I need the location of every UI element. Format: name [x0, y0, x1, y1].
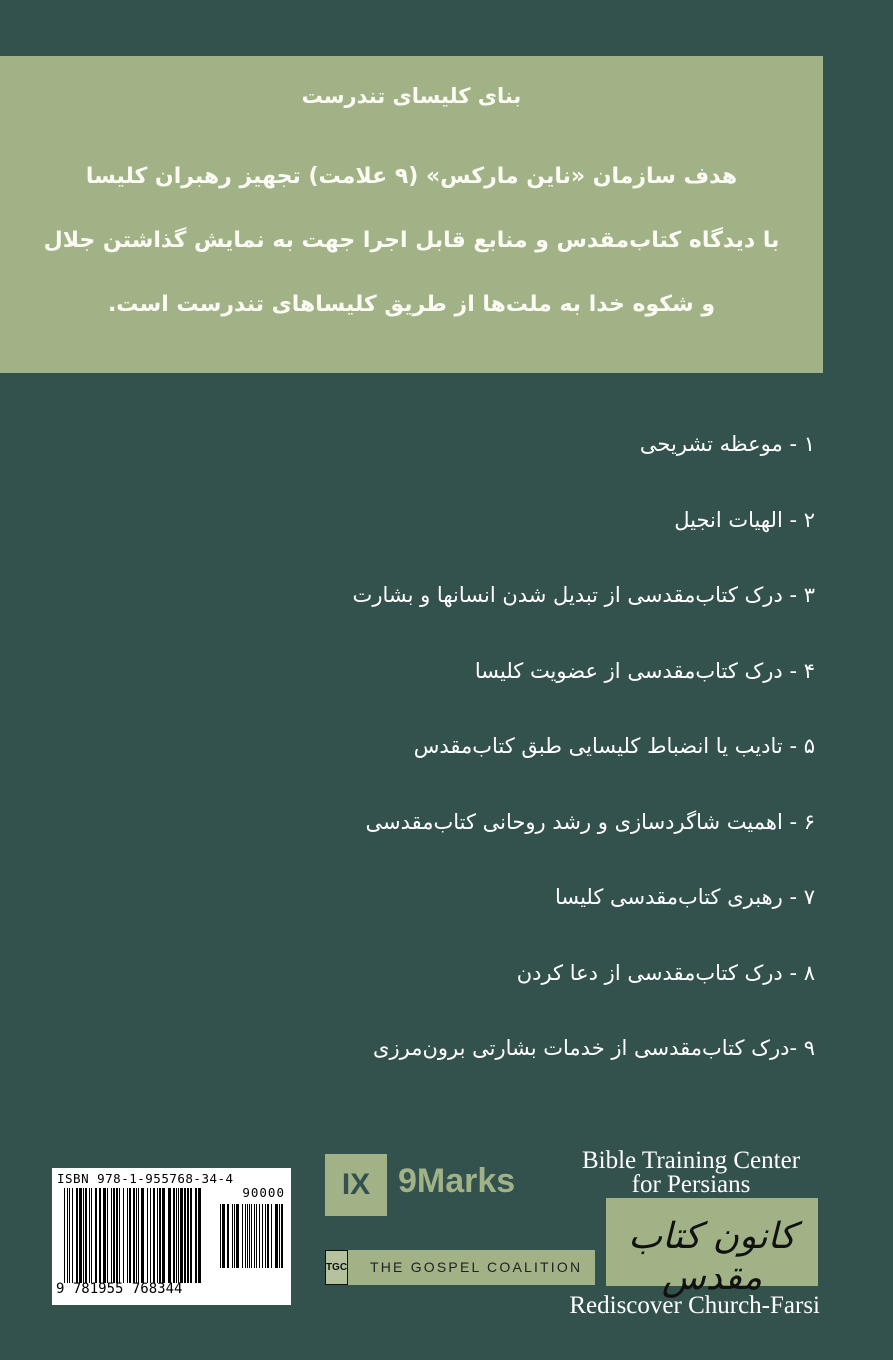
barcode-bar	[157, 1188, 158, 1283]
barcode-bar	[83, 1188, 84, 1283]
intro-line: و شکوه خدا به ملت‌ها از طریق کلیساهای تندرست است.	[107, 292, 716, 317]
list-item: ۹ -درک کتاب‌مقدسی از خدمات بشارتی برون‌مرزی	[373, 1036, 815, 1060]
barcode-bar	[141, 1188, 144, 1283]
barcode-bar	[67, 1188, 68, 1283]
calligraphy-text: کانون کتاب مقدس	[628, 1216, 796, 1298]
barcode-bar	[119, 1188, 120, 1283]
barcode-bar	[107, 1188, 108, 1283]
barcode-bar	[281, 1204, 283, 1268]
list-item: ۷ - رهبری کتاب‌مقدسی کلیسا	[554, 885, 815, 909]
barcode-bar	[91, 1188, 92, 1283]
barcode-bar	[129, 1188, 131, 1283]
barcode-bar	[279, 1204, 280, 1268]
list-item: ۲ - الهیات انجیل	[674, 507, 815, 532]
intro-line: هدف سازمان «ناین مارکس» (۹ علامت) تجهیز رهبران کلیسا	[85, 164, 738, 189]
barcode-bar	[234, 1204, 235, 1268]
tgc-logo	[325, 1250, 595, 1285]
tgc-logo-text: THE GOSPEL COALITION	[370, 1259, 583, 1275]
barcode-bar	[262, 1204, 263, 1268]
barcode-bar	[187, 1188, 189, 1283]
list-item: ۶ - اهمیت شاگردسازی و رشد روحانی کتاب‌مقدسی	[365, 809, 815, 834]
barcode-bar	[173, 1188, 175, 1283]
barcode-bar	[222, 1204, 225, 1268]
barcode-bar	[195, 1188, 197, 1283]
barcode-bar	[180, 1188, 183, 1283]
barcode-bar	[254, 1204, 255, 1268]
list-item: ۳ - درک کتاب‌مقدسی از تبدیل شدن انسانها و بشارت	[352, 583, 815, 607]
isbn-barcode	[52, 1168, 291, 1305]
barcode-bar	[184, 1188, 186, 1283]
barcode-bar	[245, 1204, 246, 1268]
barcode-bar	[256, 1204, 257, 1268]
list-item: ۱ - موعظه تشریحی	[639, 432, 815, 456]
intro-line: با دیدگاه کتاب‌مقدس و منابع قابل اجرا جهت به نمایش گذاشتن جلال	[43, 228, 780, 253]
barcode-bar	[249, 1204, 250, 1268]
list-item: ۸ - درک کتاب‌مقدسی از دعا کردن	[516, 960, 815, 985]
list-item: ۵ - تادیب یا انضباط کلیسایی طبق کتاب‌مقدس	[413, 734, 815, 758]
barcode-bar	[95, 1188, 97, 1283]
ninemarks-logo-text: 9Marks	[398, 1162, 516, 1200]
barcode-bar	[242, 1204, 243, 1268]
barcode-bar	[259, 1204, 260, 1268]
intro-box	[0, 56, 823, 373]
barcode-bar	[72, 1188, 73, 1283]
tgc-logo-mark: TGC	[325, 1250, 348, 1285]
barcode-bar	[247, 1204, 248, 1268]
barcode-bar	[227, 1204, 229, 1268]
barcode-bar	[89, 1188, 90, 1283]
barcode-bar	[265, 1204, 266, 1268]
barcode-bar	[168, 1188, 171, 1283]
barcode-bar	[162, 1188, 165, 1283]
barcode-bar	[150, 1188, 151, 1283]
list-item: ۴ - درک کتاب‌مقدسی از عضویت کلیسا	[474, 658, 815, 683]
barcode-bar	[251, 1204, 252, 1268]
barcode-bar	[271, 1204, 272, 1268]
barcode-bar	[85, 1188, 87, 1283]
barcode-bar	[190, 1188, 192, 1283]
ninemarks-logo-mark: IX	[325, 1154, 387, 1216]
barcode-bar	[103, 1188, 106, 1283]
barcode-bar	[136, 1188, 137, 1283]
btc-calligraphy-logo	[606, 1198, 818, 1298]
barcode-bar	[147, 1188, 148, 1283]
isbn-text: ISBN 978-1-955768-34-4	[57, 1171, 234, 1186]
nine-marks-list	[115, 428, 815, 1108]
barcode-bar	[64, 1188, 65, 1283]
barcode-bar	[138, 1188, 139, 1283]
barcode-bar	[133, 1188, 135, 1283]
barcode-bar	[127, 1188, 128, 1283]
barcode-bar	[123, 1188, 124, 1283]
barcode-bar	[198, 1188, 201, 1283]
barcode-bar	[178, 1188, 179, 1283]
barcode-bar	[267, 1204, 269, 1268]
barcode-bar	[116, 1188, 118, 1283]
barcode-bar	[111, 1188, 112, 1283]
series-title: Rediscover Church-Farsi	[569, 1292, 820, 1319]
barcode-bar	[220, 1204, 221, 1268]
barcode-bar	[159, 1188, 161, 1283]
btc-name-line2: for Persians	[631, 1171, 751, 1198]
barcode-bar	[79, 1188, 82, 1283]
barcode-bar	[76, 1188, 78, 1283]
barcode-bar	[153, 1188, 155, 1283]
barcode-bar	[275, 1204, 278, 1268]
barcode-bar	[69, 1188, 70, 1283]
btc-name-line1: Bible Training Center	[581, 1147, 801, 1174]
price-code: 90000	[242, 1185, 285, 1200]
intro-title: بنای کلیسای تندرست	[301, 84, 522, 108]
barcode-bar	[176, 1188, 177, 1283]
barcode-bar	[113, 1188, 115, 1283]
barcode-bar	[236, 1204, 239, 1268]
barcode-bar	[232, 1204, 233, 1268]
ean-number: 9 781955 768344	[56, 1281, 183, 1297]
barcode-bar	[99, 1188, 101, 1283]
